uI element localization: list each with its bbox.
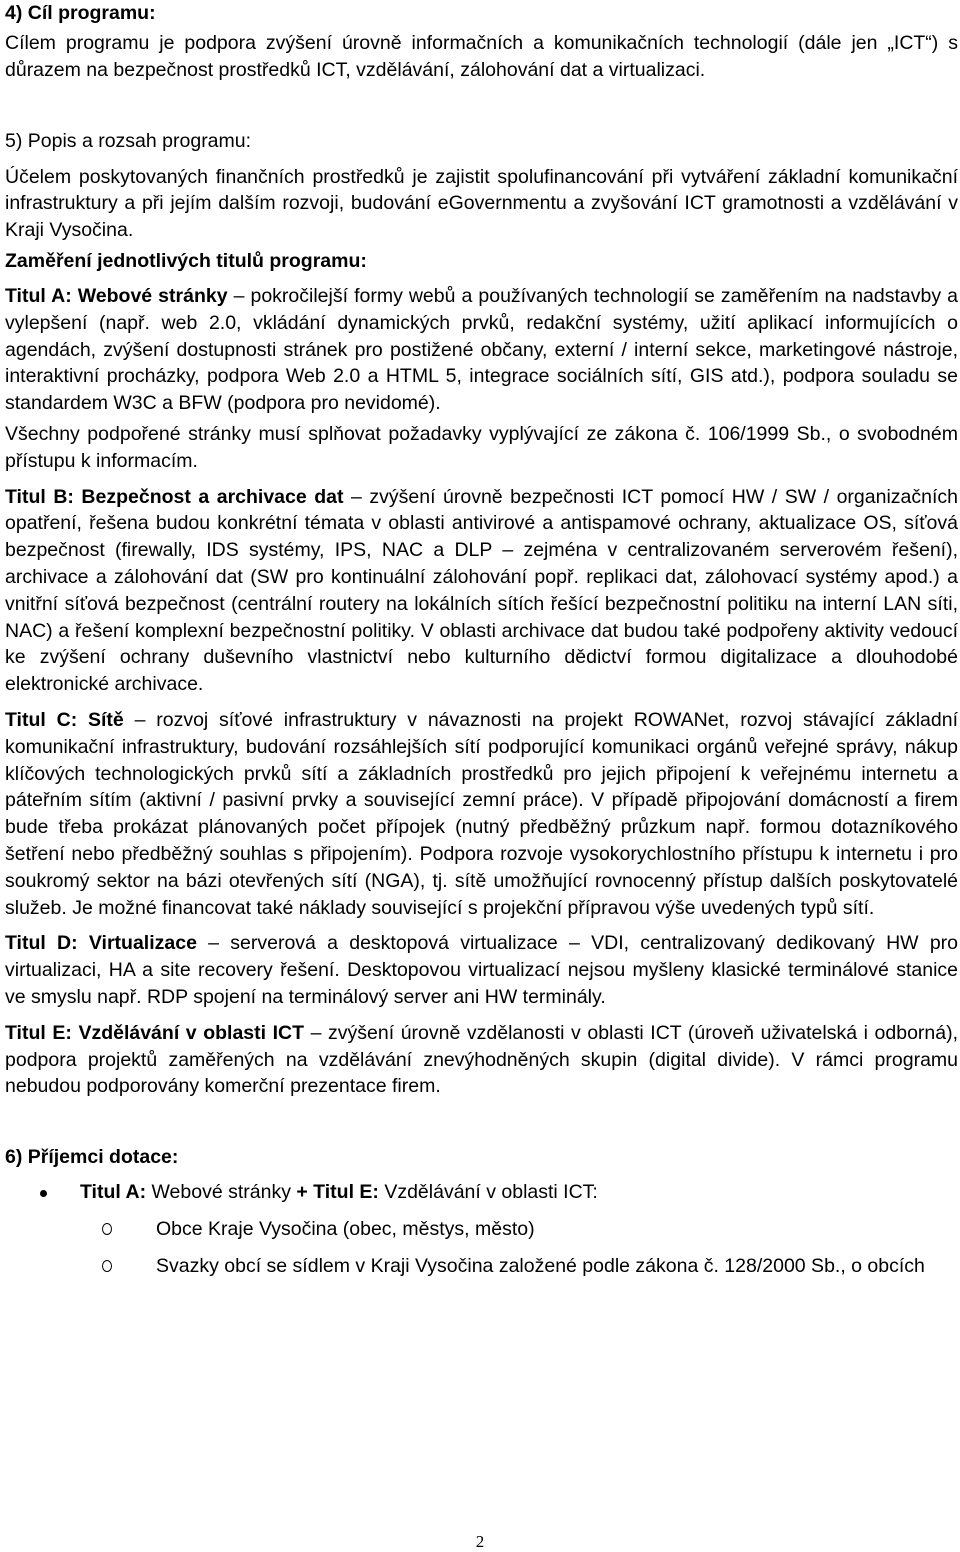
focus-heading: Zaměření jednotlivých titulů programu: xyxy=(5,249,367,272)
title-b-paragraph xyxy=(5,484,958,698)
document-body xyxy=(5,0,958,1289)
sublist-item-text: Obce Kraje Vysočina (obec, městys, město) xyxy=(156,1217,535,1240)
title-e-paragraph xyxy=(5,1020,958,1100)
recipients-list-item xyxy=(5,1179,958,1279)
title-a-label: Titul A: Webové stránky xyxy=(5,284,228,307)
title-d-text: – serverová a desktopová virtualizace – VDI, centralizovaný dedikovaný HW pro virtualizaci, HA a site recovery řešení. Desktopovou virtualizací nejsou myšleny klasické terminálové stanice ve smyslu např. RDP spojení na terminálový server ani HW terminály. xyxy=(5,932,958,1008)
title-e-text: – zvýšení úrovně vzdělanosti v oblasti ICT (úroveň uživatelská i odborná), podpora projektů zaměřených na vzdělávání znevýhodněných skupin (digital divide). V rámci programu nebudou podporovány komerční prezentace firem. xyxy=(5,1021,959,1098)
circle-bullet-icon xyxy=(102,1260,112,1272)
title-b-text: – zvýšení úrovně bezpečnosti ICT pomocí HW / SW / organizačních opatření, řešena budou konkrétní témata v oblasti antivirové a antispamové ochrany, aktualizace OS, síťová bezpečnost (firewally, IDS systémy, IPS, NAC a DLP – zejména v centralizovaném serverovém řešení), archivace a zálohování dat (SW pro kontinuální zálohování popř. replikaci dat, zálohovací systémy apod.) a vnitřní síťová bezpečnost (centrální routery na lokálních sítích řešící bezpečnostní politiku na interní LAN síti, NAC) a řešení komplexní bezpečnostní politiky. V oblasti archivace dat budou také podpořeny aktivity vedoucí ke zvýšení ochrany duševního vlastnictví nebo kulturního dědictví formou digitalizace a dlouhodobé elektronické archivace. xyxy=(5,485,958,696)
page-number: 2 xyxy=(475,1532,485,1551)
bullet-icon xyxy=(40,1190,47,1197)
title-a-text: – pokročilejší formy webů a používaných technologií se zaměřením na nadstavby a vylepšení (např. web 2.0, vkládání dynamických prvků, redakční systémy, užití aplikací informujících o agendách, zvýšení dostupnosti stránek pro postižené občany, externí / interní sekce, marketingové nástroje, interaktivní procházky, podpora Web 2.0 a HTML 5, integrace sociálních sítí, GIS atd.), podpora souladu se standardem W3C a BFW (podpora pro nevidomé). xyxy=(5,284,958,415)
title-a-paragraph xyxy=(5,283,958,417)
section-4-text: Cílem programu je podpora zvýšení úrovně informačních a komunikačních technologií (dále jen „ICT“) s důrazem na bezpečnost prostředků ICT, vzdělávání, zálohování dat a virtualizaci. xyxy=(5,32,958,81)
bullet-title-e-text: Vzdělávání v oblasti ICT: xyxy=(378,1181,598,1204)
title-a-note: Všechny podpořené stránky musí splňovat požadavky vyplývající ze zákona č. 106/1999 Sb., o svobodném přístupu k informacím. xyxy=(5,422,958,472)
section-5-heading: 5) Popis a rozsah programu: xyxy=(5,129,252,152)
section-6-heading: 6) Příjemci dotace: xyxy=(5,1146,179,1169)
bullet-title-e: Titul E: xyxy=(307,1181,379,1204)
recipients-list xyxy=(5,1179,958,1279)
title-c-paragraph xyxy=(5,707,958,921)
recipients-sublist xyxy=(80,1216,958,1280)
bullet-title-a-text: Webové stránky xyxy=(146,1181,297,1204)
section-5-text: Účelem poskytovaných finančních prostředků je zajistit spolufinancování při vytváření základní komunikační infrastruktury a při jejím dalším rozvoji, budování eGovernmentu a zvyšování ICT gramotnosti a vzdělávání v Kraji Vysočina. xyxy=(5,165,958,242)
title-c-text: – rozvoj síťové infrastruktury v návaznosti na projekt ROWANet, rozvoj stávající základní komunikační infrastruktury, budování rozsáhlejších sítí podporující komunikaci orgánů veřejné správy, nákup klíčových technologických prvků sítí a základních prostředků pro jejich připojení k veřejnému internetu a páteřním sítím (aktivní / pasivní prvky a související zemní práce). V případě připojování domácností a firem bude třeba prokázat plánovaných počet přípojek (nutný předběžný průzkum např. formou dotazníkového šetření nebo předběžný souhlas s připojením). Podpora rozvoje vysokorychlostního přístupu k internetu i pro soukromý sektor na bázi otevřených sítí (NGA), tj. sítě umožňující rovnocenný přístup dalších poskytovatelé služeb. Je možné financovat také náklady související s projekční přípravou výše uvedených typů sítí. xyxy=(5,708,958,919)
sublist-item xyxy=(5,1216,958,1243)
title-d-paragraph xyxy=(5,930,958,1010)
title-e-label: Titul E: Vzdělávání v oblasti ICT xyxy=(5,1021,305,1044)
section-4-heading: 4) Cíl programu: xyxy=(5,2,156,24)
title-d-label: Titul D: Virtualizace xyxy=(5,932,197,955)
title-b-label: Titul B: Bezpečnost a archivace dat xyxy=(5,485,344,508)
bullet-plus: + xyxy=(296,1181,308,1204)
title-c-label: Titul C: Sítě xyxy=(5,708,124,731)
circle-bullet-icon xyxy=(102,1223,112,1235)
sublist-item-text: Svazky obcí se sídlem v Kraji Vysočina založené podle zákona č. 128/2000 Sb., o obcích xyxy=(156,1254,925,1277)
sublist-item xyxy=(5,1253,958,1280)
bullet-title-a: Titul A: xyxy=(80,1181,147,1204)
